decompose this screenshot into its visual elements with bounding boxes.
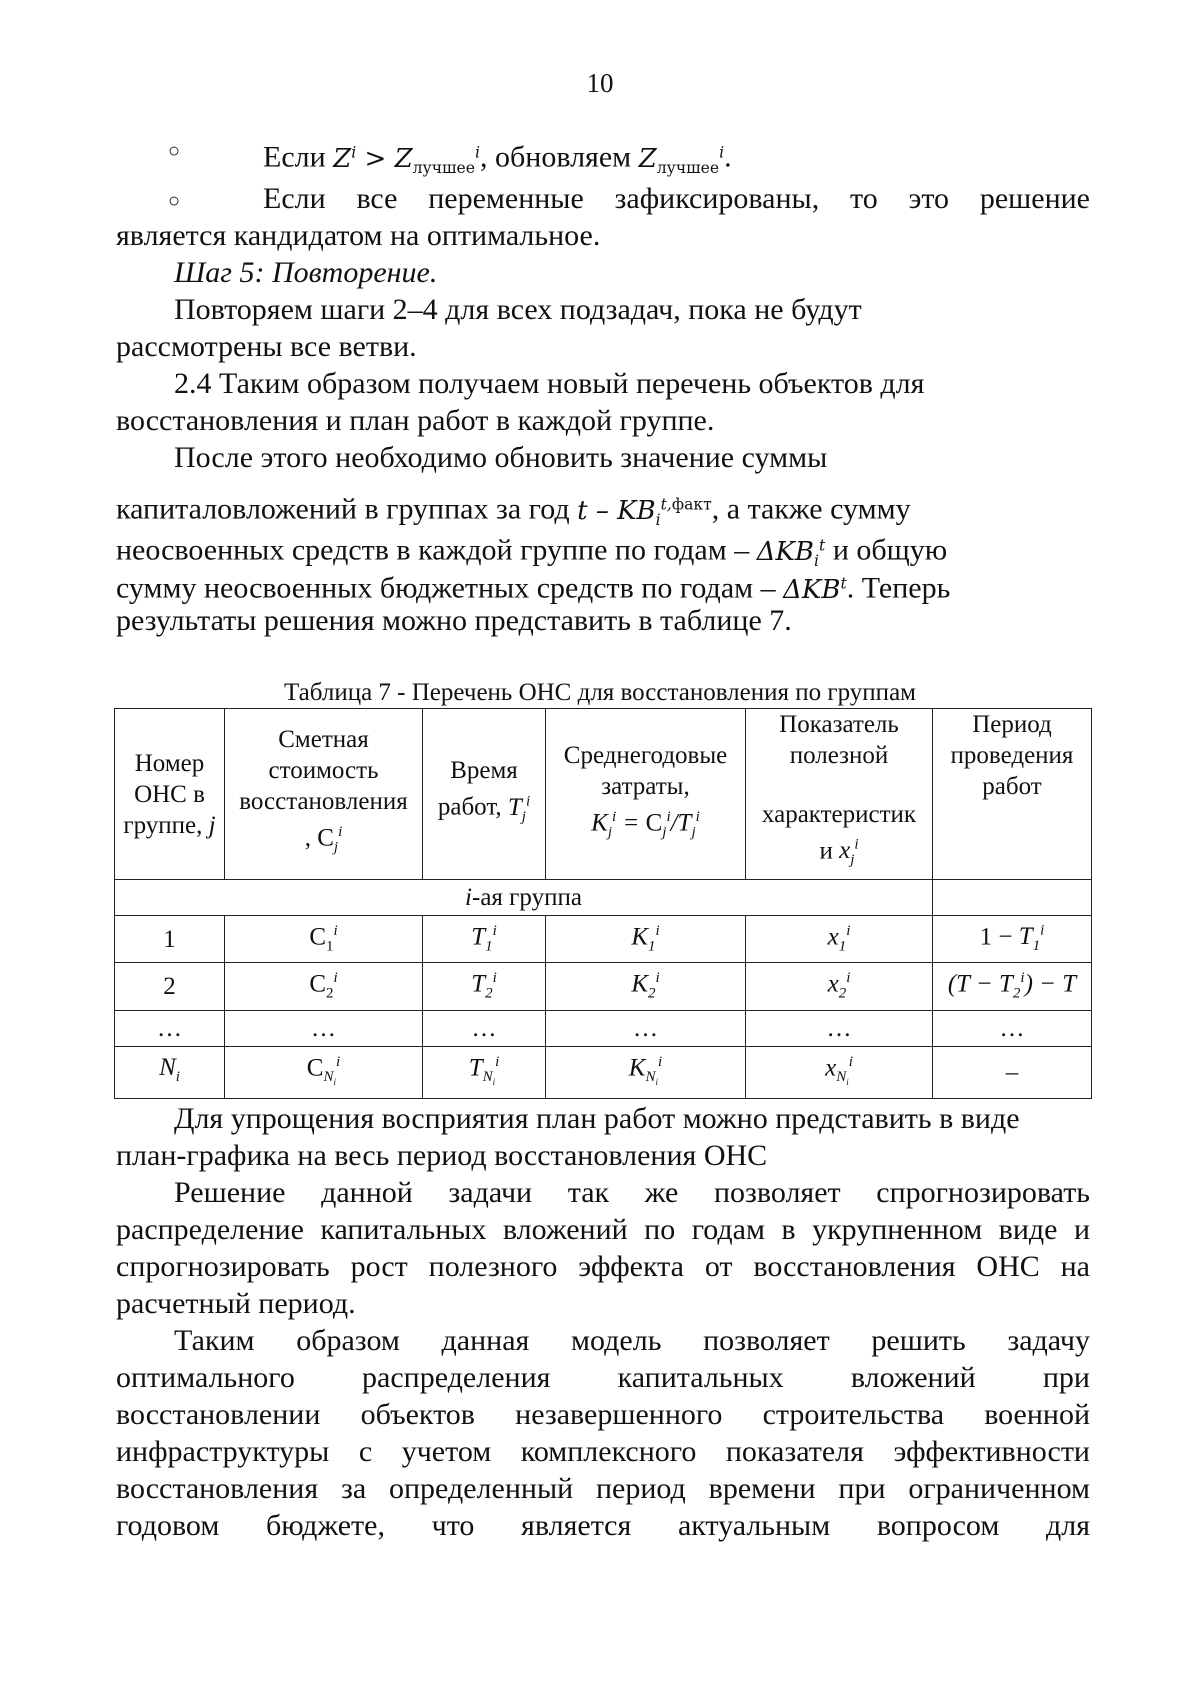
text-segment: и общую bbox=[825, 533, 948, 567]
table-cell: $x_2^i$ bbox=[746, 963, 933, 1010]
text-segment: Показатель bbox=[779, 711, 899, 738]
ons-table bbox=[114, 708, 1092, 1099]
header-estimated-cost: Сметная стоимость восстановления , $C_j^i$ bbox=[225, 709, 423, 880]
text-line: является кандидатом на оптимальное. bbox=[116, 219, 601, 252]
text-segment: неосвоенных средств в каждой группе по годам – bbox=[116, 533, 757, 567]
table-cell: $C_1^i$ bbox=[225, 916, 423, 963]
header-work-period bbox=[933, 709, 1092, 880]
text-line: годовом бюджете, что является актуальным вопросом для bbox=[116, 1509, 1090, 1542]
text-line: оптимального распределения капитальных вложений при bbox=[116, 1361, 1090, 1394]
formula: $Z_{лучшее}^i$ bbox=[638, 143, 725, 177]
text-segment: характеристик bbox=[761, 801, 917, 828]
text-segment: капиталовложений в группах за год bbox=[116, 492, 578, 526]
table-cell: … bbox=[225, 1010, 423, 1046]
text-line: результаты решения можно представить в таблице 7. bbox=[116, 604, 792, 637]
table-cell: $T_2^i$ bbox=[423, 963, 546, 1010]
text-line: После этого необходимо обновить значение суммы bbox=[174, 441, 828, 474]
text-segment: группе, bbox=[123, 811, 209, 839]
text-segment: работ, bbox=[437, 793, 508, 821]
text-segment: проведения bbox=[950, 742, 1074, 769]
table-cell: $C_2^i$ bbox=[225, 963, 423, 1010]
text-line: рассмотрены все ветви. bbox=[116, 330, 417, 363]
text-segment: полезной bbox=[789, 742, 889, 769]
bullet-marker: ○ bbox=[168, 140, 181, 162]
table-cell: 1 bbox=[115, 916, 225, 963]
text-line: Таким образом данная модель позволяет решить задачу bbox=[174, 1324, 1090, 1357]
table-cell: … bbox=[933, 1010, 1092, 1046]
table-header-row bbox=[115, 709, 1092, 880]
table-cell: … bbox=[423, 1010, 546, 1046]
table-row bbox=[115, 963, 1092, 1010]
table-cell: $(T - T_2^i) - T$ bbox=[933, 963, 1092, 1010]
table-cell: $T_1^i$ bbox=[423, 916, 546, 963]
text-line: Решение данной задачи так же позволяет спрогнозировать bbox=[174, 1176, 1090, 1209]
table-cell: $T_{N_i}^i$ bbox=[423, 1046, 546, 1098]
table-row bbox=[115, 916, 1092, 963]
text-segment: стоимость bbox=[268, 757, 379, 785]
text-line: Повторяем шаги 2–4 для всех подзадач, пока не будут bbox=[174, 293, 862, 326]
table-cell: $x_{N_i}^i$ bbox=[746, 1046, 933, 1098]
text-segment: Если bbox=[263, 140, 334, 174]
text-line: спрогнозировать рост полезного эффекта от восстановления ОНС на bbox=[116, 1250, 1090, 1283]
text-segment: , обновляем bbox=[480, 140, 639, 174]
text-segment: и bbox=[819, 837, 840, 865]
text-segment: Среднегодовые bbox=[563, 741, 728, 769]
formula: $Z^i > Z_{лучшее}^i$ bbox=[333, 143, 480, 177]
text-segment: работ bbox=[982, 773, 1042, 800]
table-cell: 2 bbox=[115, 963, 225, 1010]
text-segment: сумму неосвоенных бюджетных средств по годам – bbox=[116, 571, 784, 605]
text-line: план-графика на весь период восстановления ОНС bbox=[116, 1139, 768, 1172]
formula: $\Delta KB_i^t$ bbox=[756, 536, 826, 570]
text-line: расчетный период. bbox=[116, 1287, 356, 1320]
text-segment: -ая группа bbox=[472, 884, 582, 911]
text-segment: . Теперь bbox=[846, 571, 951, 605]
header-ons-number: Номер ОНС в группе, j bbox=[115, 709, 225, 880]
text-line: инфраструктуры с учетом комплексного показателя эффективности bbox=[116, 1435, 1090, 1468]
table-cell: $x_1^i$ bbox=[746, 916, 933, 963]
table-cell: … bbox=[546, 1010, 746, 1046]
table-cell: $1 - T_1^i$ bbox=[933, 916, 1092, 963]
text-segment: Сметная bbox=[278, 726, 369, 754]
text-line: Для упрощения восприятия план работ можно представить в виде bbox=[174, 1102, 1020, 1135]
table-cell: $K_2^i$ bbox=[546, 963, 746, 1010]
table-cell: $C_{N_i}^i$ bbox=[225, 1046, 423, 1098]
table-row bbox=[115, 1046, 1092, 1098]
text-segment: , а также сумму bbox=[711, 492, 911, 526]
table-cell: – bbox=[933, 1046, 1092, 1098]
table-cell bbox=[933, 880, 1092, 916]
text-line: восстановления за определенный период времени при ограниченном bbox=[116, 1472, 1090, 1505]
text-segment: Номер bbox=[134, 749, 205, 777]
table-cell: $K_1^i$ bbox=[546, 916, 746, 963]
table-cell: $N_i$ bbox=[115, 1046, 225, 1098]
text-line: 2.4 Таким образом получаем новый перечень объектов для bbox=[174, 367, 925, 400]
text-segment: Период bbox=[972, 711, 1052, 738]
formula: ΔKB$^t$ bbox=[783, 574, 847, 605]
text-segment: ОНС в bbox=[134, 780, 205, 808]
text-line: восстановления и план работ в каждой группе. bbox=[116, 404, 715, 437]
text-segment: Время bbox=[450, 757, 518, 785]
table-caption: Таблица 7 - Перечень ОНС для восстановления по группам bbox=[284, 679, 916, 706]
bullet-fixed-vars: Если все переменные зафиксированы, то это решение bbox=[263, 182, 1090, 215]
header-avg-annual-cost: Среднегодовые затраты, $K_j^i = C_j^i/T_j^i$ bbox=[546, 709, 746, 880]
header-work-time: Время работ, $T_j^i$ bbox=[423, 709, 546, 880]
page-number: 10 bbox=[586, 68, 614, 98]
text-segment: затраты, bbox=[601, 772, 690, 800]
table-row bbox=[115, 1010, 1092, 1046]
step-5-heading: Шаг 5: Повторение. bbox=[174, 256, 438, 289]
text-line: восстановлении объектов незавершенного строительства военной bbox=[116, 1398, 1090, 1431]
table-cell: … bbox=[115, 1010, 225, 1046]
table-cell: … bbox=[746, 1010, 933, 1046]
table-group-row bbox=[115, 880, 1092, 916]
formula: t – $KB_i^{t,факт}$ bbox=[577, 495, 712, 529]
bullet-marker: ○ bbox=[168, 190, 181, 212]
group-label-cell: i-ая группа bbox=[115, 880, 933, 916]
text-line: распределение капитальных вложений по годам в укрупненном виде и bbox=[116, 1213, 1090, 1246]
bullet-update-best: Если $Z^i > Z_{лучшее}^i$, обновляем $Z_{лучшее}^i$. bbox=[263, 140, 732, 177]
text-segment: восстановления bbox=[239, 788, 408, 816]
header-useful-indicator: Показатель полезной характеристик и $x_j^i$ bbox=[746, 709, 933, 880]
table-cell: $K_{N_i}^i$ bbox=[546, 1046, 746, 1098]
